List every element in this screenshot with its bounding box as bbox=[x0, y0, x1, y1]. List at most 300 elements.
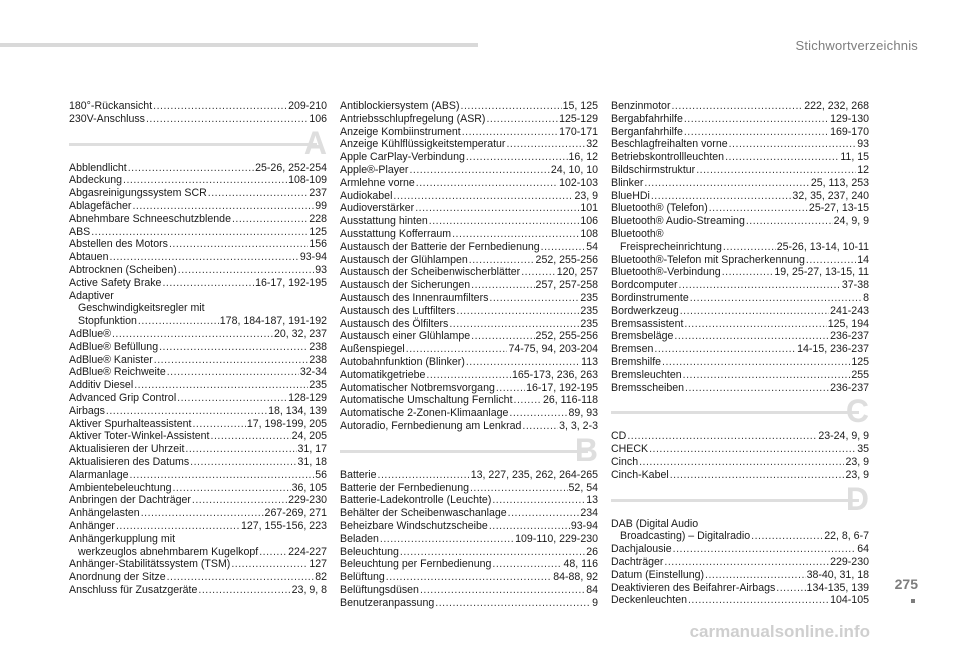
index-column-2 bbox=[340, 100, 598, 609]
entry-heading: Adaptiver bbox=[69, 289, 114, 302]
index-entry bbox=[69, 533, 327, 559]
dot-leader bbox=[486, 113, 558, 126]
entry-term: Abstellen des Motors bbox=[69, 238, 168, 251]
dot-leader bbox=[169, 238, 308, 251]
entry-term: Austausch der Scheibenwischerblätter bbox=[340, 266, 521, 279]
index-entry bbox=[340, 356, 598, 369]
index-entry bbox=[69, 456, 327, 469]
entry-term: Deckenleuchten bbox=[611, 594, 687, 607]
entry-pages: 12 bbox=[857, 163, 869, 176]
index-entry bbox=[69, 430, 327, 443]
entry-pages: 236-237 bbox=[830, 330, 869, 343]
dot-leader bbox=[400, 546, 585, 559]
dot-leader bbox=[674, 330, 829, 343]
index-entry bbox=[340, 584, 598, 597]
entry-term: BlueHDi bbox=[611, 189, 650, 202]
entry-term: Anzeige Kühlflüssigkeitstemperatur bbox=[340, 138, 506, 151]
entry-term: Beheizbare Windschutzscheibe bbox=[340, 519, 488, 532]
entry-pages: 23-24, 9, 9 bbox=[818, 430, 869, 443]
entry-pages: 32 bbox=[586, 138, 598, 151]
entry-heading: Bluetooth® bbox=[611, 227, 664, 240]
index-entry bbox=[340, 420, 598, 433]
index-entry bbox=[611, 100, 869, 113]
index-entry bbox=[611, 594, 869, 607]
dot-leader bbox=[386, 571, 552, 584]
entry-term: Anbringen der Dachträger bbox=[69, 494, 191, 507]
dot-leader bbox=[109, 251, 298, 264]
entry-term: Abdeckung bbox=[69, 174, 123, 187]
entry-pages: 82 bbox=[315, 571, 327, 584]
entry-term: Audiokabel bbox=[340, 189, 393, 202]
entry-term: Bluetooth® (Telefon) bbox=[611, 202, 708, 215]
entry-term: Ablagefächer bbox=[69, 199, 132, 212]
index-entry bbox=[69, 328, 327, 341]
entry-pages: 13, 227, 235, 262, 264-265 bbox=[470, 468, 598, 481]
dot-leader bbox=[429, 215, 580, 228]
index-entry bbox=[340, 266, 598, 279]
dot-leader bbox=[662, 356, 850, 369]
dot-leader bbox=[649, 443, 856, 456]
entry-term: ABS bbox=[69, 225, 91, 238]
dot-leader bbox=[123, 174, 287, 187]
entry-pages: 23, 9 bbox=[574, 189, 598, 202]
index-entry bbox=[69, 379, 327, 392]
entry-heading: Geschwindigkeitsregler mit bbox=[78, 302, 205, 315]
entry-pages: 106 bbox=[580, 215, 598, 228]
index-entry bbox=[69, 264, 327, 277]
entry-term: Datum (Einstellung) bbox=[611, 568, 705, 581]
dot-leader bbox=[496, 382, 525, 395]
index-entry bbox=[611, 518, 869, 544]
index-entry bbox=[69, 392, 327, 405]
index-column-1 bbox=[69, 100, 327, 597]
entry-pages: 15, 125 bbox=[562, 100, 598, 112]
entry-term: Automatische 2-Zonen-Klimaanlage bbox=[340, 407, 509, 420]
dot-leader bbox=[461, 100, 562, 113]
entry-term: Ambientebeleuchtung bbox=[69, 481, 172, 494]
entry-term: Dachträger bbox=[611, 555, 664, 568]
divider-rule bbox=[69, 143, 317, 146]
dot-leader bbox=[415, 202, 579, 215]
entry-term: CHECK bbox=[611, 443, 649, 456]
entry-pages: 89, 93 bbox=[568, 407, 598, 420]
dot-leader bbox=[177, 392, 287, 405]
entry-term: Beleuchtung bbox=[340, 545, 399, 558]
header-rule bbox=[0, 43, 478, 47]
index-column-3 bbox=[611, 100, 869, 607]
dot-leader bbox=[684, 113, 829, 126]
entry-pages: 19, 25-27, 13-15, 11 bbox=[774, 266, 869, 279]
index-entry bbox=[611, 318, 869, 331]
entry-pages: 156 bbox=[309, 238, 327, 251]
entry-term: Bluetooth®-Verbindung bbox=[611, 266, 721, 279]
entry-term: Autoradio, Fernbedienung am Lenkrad bbox=[340, 419, 522, 432]
entry-term: Alarmanlage bbox=[69, 468, 129, 481]
dot-leader bbox=[138, 315, 219, 328]
dot-leader bbox=[141, 507, 264, 520]
entry-term: Batterie-Ladekontrolle (Leuchte) bbox=[340, 494, 492, 507]
index-entry bbox=[340, 494, 598, 507]
entry-pages: 125, 194 bbox=[827, 317, 869, 330]
entry-pages: 9 bbox=[592, 596, 598, 609]
dot-leader bbox=[116, 520, 240, 533]
dot-leader bbox=[690, 292, 862, 305]
index-entry bbox=[611, 164, 869, 177]
entry-term: Batterie der Fernbedienung bbox=[340, 481, 469, 494]
dot-leader bbox=[146, 113, 308, 126]
entry-pages: 93-94 bbox=[299, 251, 327, 264]
index-entry bbox=[611, 254, 869, 267]
entry-pages: 24, 9, 9 bbox=[833, 215, 869, 228]
dot-leader bbox=[178, 264, 314, 277]
divider-rule bbox=[340, 450, 588, 453]
index-entry bbox=[611, 138, 869, 151]
dot-leader bbox=[167, 366, 299, 379]
index-entry bbox=[69, 290, 327, 328]
page-number: 275 bbox=[894, 576, 918, 592]
dot-leader bbox=[416, 177, 558, 190]
entry-term: Benutzeranpassung bbox=[340, 596, 435, 609]
entry-term: Benzinmotor bbox=[611, 100, 671, 112]
entry-pages: 17, 198-199, 205 bbox=[246, 417, 327, 430]
index-entry bbox=[340, 126, 598, 139]
dot-leader bbox=[154, 354, 309, 367]
entry-pages: 127, 155-156, 223 bbox=[240, 519, 327, 532]
section-divider bbox=[611, 394, 869, 430]
entry-pages: 106 bbox=[309, 112, 327, 125]
entry-term: Austausch der Sicherungen bbox=[340, 279, 471, 292]
entry-term: Aktualisieren des Datums bbox=[69, 455, 190, 468]
entry-pages: 35 bbox=[857, 443, 869, 456]
entry-pages: 125 bbox=[851, 355, 869, 368]
entry-term: Austausch des Ölfilters bbox=[340, 317, 449, 330]
entry-pages: 99 bbox=[315, 199, 327, 212]
dot-leader bbox=[509, 407, 567, 420]
dot-leader bbox=[456, 305, 579, 318]
entry-term: Beschlagfreihalten vorne bbox=[611, 138, 728, 151]
entry-pages: 128-129 bbox=[288, 391, 327, 404]
entry-pages: 108 bbox=[580, 227, 598, 240]
index-entry bbox=[69, 405, 327, 418]
dot-leader bbox=[639, 456, 844, 469]
entry-pages: 25-27, 13-15 bbox=[808, 202, 869, 215]
dot-leader bbox=[725, 151, 839, 164]
entry-term: Ausstattung Kofferraum bbox=[340, 227, 452, 240]
index-entry bbox=[69, 162, 327, 175]
entry-pages: 25, 113, 253 bbox=[810, 176, 869, 189]
index-entry bbox=[611, 443, 869, 456]
index-entry bbox=[611, 151, 869, 164]
entry-term: Belüftungsdüsen bbox=[340, 583, 419, 596]
entry-term: Cinch-Kabel bbox=[611, 468, 669, 481]
index-entry bbox=[340, 241, 598, 254]
dot-leader bbox=[380, 533, 514, 546]
entry-pages: 129-130 bbox=[830, 112, 869, 125]
dot-leader bbox=[492, 494, 585, 507]
index-entry bbox=[69, 571, 327, 584]
dot-leader bbox=[541, 241, 586, 254]
entry-pages: 84 bbox=[586, 583, 598, 596]
entry-pages: 16-17, 192-195 bbox=[526, 381, 598, 394]
index-entry bbox=[340, 177, 598, 190]
dot-leader bbox=[231, 558, 308, 571]
entry-term: AdBlue® Reichweite bbox=[69, 366, 166, 379]
dot-leader bbox=[211, 430, 291, 443]
entry-pages: 16-17, 192-195 bbox=[255, 276, 327, 289]
dot-leader bbox=[393, 190, 573, 203]
index-entry bbox=[611, 569, 869, 582]
index-entry bbox=[611, 202, 869, 215]
entry-pages: 170-171 bbox=[559, 125, 598, 138]
entry-term: Airbags bbox=[69, 404, 105, 417]
index-entry bbox=[69, 187, 327, 200]
dot-leader bbox=[684, 126, 829, 139]
entry-pages: 241-243 bbox=[830, 304, 869, 317]
index-entry bbox=[340, 138, 598, 151]
section-letter: C bbox=[845, 393, 869, 430]
dot-leader bbox=[722, 266, 774, 279]
index-entry bbox=[69, 507, 327, 520]
entry-term: Apple CarPlay-Verbindung bbox=[340, 151, 465, 164]
section-title: Stichwortverzeichnis bbox=[795, 38, 918, 53]
entry-term: Antiblockiersystem (ABS) bbox=[340, 100, 460, 112]
dot-leader bbox=[132, 200, 314, 213]
index-entry bbox=[340, 228, 598, 241]
dot-leader bbox=[129, 469, 314, 482]
entry-pages: 16, 12 bbox=[568, 151, 598, 164]
index-entry bbox=[340, 215, 598, 228]
index-entry bbox=[340, 318, 598, 331]
entry-heading: Anhängerkupplung mit bbox=[69, 532, 176, 545]
index-entry bbox=[69, 584, 327, 597]
dot-leader bbox=[489, 520, 570, 533]
entry-pages: 236-237 bbox=[830, 381, 869, 394]
entry-pages: 237 bbox=[309, 187, 327, 200]
dot-leader bbox=[469, 254, 535, 267]
index-entry bbox=[340, 520, 598, 533]
entry-term: Anschluss für Zusatzgeräte bbox=[69, 583, 198, 596]
watermark: carmanualsonline.info bbox=[689, 622, 870, 641]
entry-pages: 36, 105 bbox=[291, 481, 327, 494]
index-entry bbox=[340, 202, 598, 215]
entry-pages: 235 bbox=[309, 379, 327, 392]
entry-term: Bremshilfe bbox=[611, 355, 662, 368]
entry-pages: 235 bbox=[580, 317, 598, 330]
entry-pages: 229-230 bbox=[830, 555, 869, 568]
index-entry bbox=[69, 341, 327, 354]
index-entry bbox=[340, 330, 598, 343]
dot-leader bbox=[208, 187, 309, 200]
dot-leader bbox=[751, 530, 823, 543]
entry-term: Autobahnfunktion (Blinker) bbox=[340, 355, 465, 368]
dot-leader bbox=[679, 279, 841, 292]
dot-leader bbox=[670, 469, 845, 482]
dot-leader bbox=[172, 482, 290, 495]
entry-pages: 238 bbox=[309, 340, 327, 353]
entry-pages: 165-173, 236, 263 bbox=[511, 368, 598, 381]
entry-term: Bluetooth®-Telefon mit Spracherkennung bbox=[611, 253, 805, 266]
dot-leader bbox=[654, 343, 796, 356]
entry-term: Apple®-Player bbox=[340, 163, 409, 176]
entry-term: Abnehmbare Schneeschutzblende bbox=[69, 212, 231, 225]
dot-leader bbox=[192, 418, 245, 431]
entry-pages: 257, 257-258 bbox=[535, 279, 598, 292]
index-entry bbox=[69, 113, 327, 126]
index-entry bbox=[69, 238, 327, 251]
index-entry bbox=[611, 305, 869, 318]
dot-leader bbox=[112, 328, 273, 341]
entry-pages: 8 bbox=[863, 291, 869, 304]
entry-pages: 14 bbox=[857, 253, 869, 266]
entry-term: Bremsbeläge bbox=[611, 330, 674, 343]
dot-leader bbox=[746, 215, 833, 228]
entry-pages: 229-230 bbox=[288, 494, 327, 507]
entry-pages: 38-40, 31, 18 bbox=[806, 568, 869, 581]
dot-leader bbox=[508, 507, 580, 520]
dot-leader bbox=[673, 543, 857, 556]
entry-pages: 31, 17 bbox=[297, 443, 327, 456]
dot-leader bbox=[627, 430, 817, 443]
entry-pages: 84-88, 92 bbox=[553, 571, 598, 584]
index-entry bbox=[69, 213, 327, 226]
dot-leader bbox=[776, 582, 805, 595]
entry-pages: 32-34 bbox=[299, 366, 327, 379]
entry-term: Aktualisieren der Uhrzeit bbox=[69, 443, 185, 456]
dot-leader bbox=[671, 100, 803, 113]
entry-pages: 267-269, 271 bbox=[264, 507, 327, 520]
entry-pages: 93 bbox=[315, 263, 327, 276]
index-entry bbox=[611, 543, 869, 556]
entry-term: Dachjalousie bbox=[611, 543, 672, 556]
entry-term: Austausch des Luftfilters bbox=[340, 304, 456, 317]
entry-pages: 134-135, 139 bbox=[806, 581, 869, 594]
entry-term: Antriebsschlupfregelung (ASR) bbox=[340, 112, 486, 125]
dot-leader bbox=[426, 369, 511, 382]
entry-pages: 14-15, 236-237 bbox=[797, 343, 869, 356]
entry-term: Ausstattung hinten bbox=[340, 215, 428, 228]
entry-pages: 54 bbox=[586, 240, 598, 253]
entry-term: Austausch der Batterie der Fernbedienung bbox=[340, 240, 540, 253]
dot-leader bbox=[688, 594, 829, 607]
entry-term: AdBlue® Kanister bbox=[69, 353, 153, 366]
dot-leader bbox=[185, 443, 296, 456]
entry-term: Additiv Diesel bbox=[69, 379, 134, 392]
dot-leader bbox=[492, 558, 562, 571]
entry-pages: 26, 116-118 bbox=[543, 394, 598, 407]
index-entry bbox=[340, 164, 598, 177]
dot-leader bbox=[506, 138, 585, 151]
index-entry bbox=[69, 558, 327, 571]
entry-pages: 24, 205 bbox=[291, 430, 327, 443]
index-entry bbox=[611, 556, 869, 569]
entry-pages: 209-210 bbox=[288, 100, 327, 112]
index-entry bbox=[340, 369, 598, 382]
dot-leader bbox=[167, 571, 315, 584]
entry-term: Freisprecheinrichtung bbox=[620, 240, 722, 253]
index-entry bbox=[340, 571, 598, 584]
section-divider bbox=[69, 126, 327, 162]
entry-term: Behälter der Scheibenwaschanlage bbox=[340, 507, 507, 520]
index-entry bbox=[69, 469, 327, 482]
index-entry bbox=[69, 482, 327, 495]
index-entry bbox=[69, 226, 327, 239]
dot-leader bbox=[685, 382, 829, 395]
section-divider bbox=[340, 433, 598, 469]
index-entry bbox=[69, 418, 327, 431]
entry-pages: 252, 255-256 bbox=[535, 253, 598, 266]
dot-leader bbox=[452, 228, 579, 241]
index-entry bbox=[611, 279, 869, 292]
dot-leader bbox=[106, 405, 267, 418]
entry-pages: 11, 15 bbox=[840, 151, 869, 164]
entry-pages: 228 bbox=[309, 212, 327, 225]
entry-term: Automatische Umschaltung Fernlicht bbox=[340, 394, 513, 407]
entry-term: Austausch einer Glühlampe bbox=[340, 330, 471, 343]
index-entry bbox=[69, 354, 327, 367]
entry-term: Austausch des Innenraumfilters bbox=[340, 291, 489, 304]
dot-leader bbox=[162, 277, 254, 290]
entry-pages: 255 bbox=[851, 368, 869, 381]
entry-pages: 31, 18 bbox=[297, 455, 327, 468]
entry-term: Aktiver Toter-Winkel-Assistent bbox=[69, 430, 210, 443]
entry-term: Berganfahrhilfe bbox=[611, 125, 683, 138]
entry-term: Batterie bbox=[340, 468, 377, 481]
index-entry bbox=[611, 266, 869, 279]
index-entry bbox=[69, 366, 327, 379]
entry-pages: 23, 9 bbox=[845, 468, 869, 481]
entry-term: Anhängelasten bbox=[69, 507, 140, 520]
dot-leader bbox=[723, 241, 776, 254]
dot-leader bbox=[470, 482, 568, 495]
entry-pages: 26 bbox=[586, 545, 598, 558]
dot-leader bbox=[680, 305, 829, 318]
dot-leader bbox=[435, 597, 591, 610]
index-entry bbox=[69, 277, 327, 290]
section-letter: D bbox=[845, 480, 869, 517]
entry-term: Betriebskontrollleuchten bbox=[611, 151, 725, 164]
index-entry bbox=[611, 215, 869, 228]
dot-leader bbox=[709, 202, 808, 215]
index-entry bbox=[340, 113, 598, 126]
index-entry bbox=[611, 469, 869, 482]
dot-leader bbox=[153, 100, 287, 113]
index-entry bbox=[69, 100, 327, 113]
entry-term: Abtauen bbox=[69, 251, 109, 264]
index-entry bbox=[69, 251, 327, 264]
divider-rule bbox=[611, 499, 859, 502]
index-entry bbox=[611, 369, 869, 382]
entry-term: 180°-Rückansicht bbox=[69, 100, 153, 112]
entry-pages: 235 bbox=[580, 304, 598, 317]
index-entry bbox=[611, 382, 869, 395]
dot-leader bbox=[806, 254, 856, 267]
dot-leader bbox=[462, 126, 558, 139]
entry-pages: 37-38 bbox=[841, 279, 869, 292]
index-entry bbox=[340, 305, 598, 318]
dot-leader bbox=[683, 369, 851, 382]
entry-term: Aktiver Spurhalteassistent bbox=[69, 417, 192, 430]
dot-leader bbox=[664, 556, 829, 569]
entry-term: Bildschirmstruktur bbox=[611, 163, 696, 176]
entry-term: Bergabfahrhilfe bbox=[611, 112, 683, 125]
entry-term: Audioverstärker bbox=[340, 202, 415, 215]
index-entry bbox=[611, 343, 869, 356]
dot-leader bbox=[522, 420, 558, 433]
entry-pages: 3, 3, 2-3 bbox=[559, 419, 598, 432]
entry-term: Anzeige Kombiinstrument bbox=[340, 125, 461, 138]
dot-leader bbox=[378, 469, 470, 482]
entry-pages: 222, 232, 268 bbox=[804, 100, 869, 112]
